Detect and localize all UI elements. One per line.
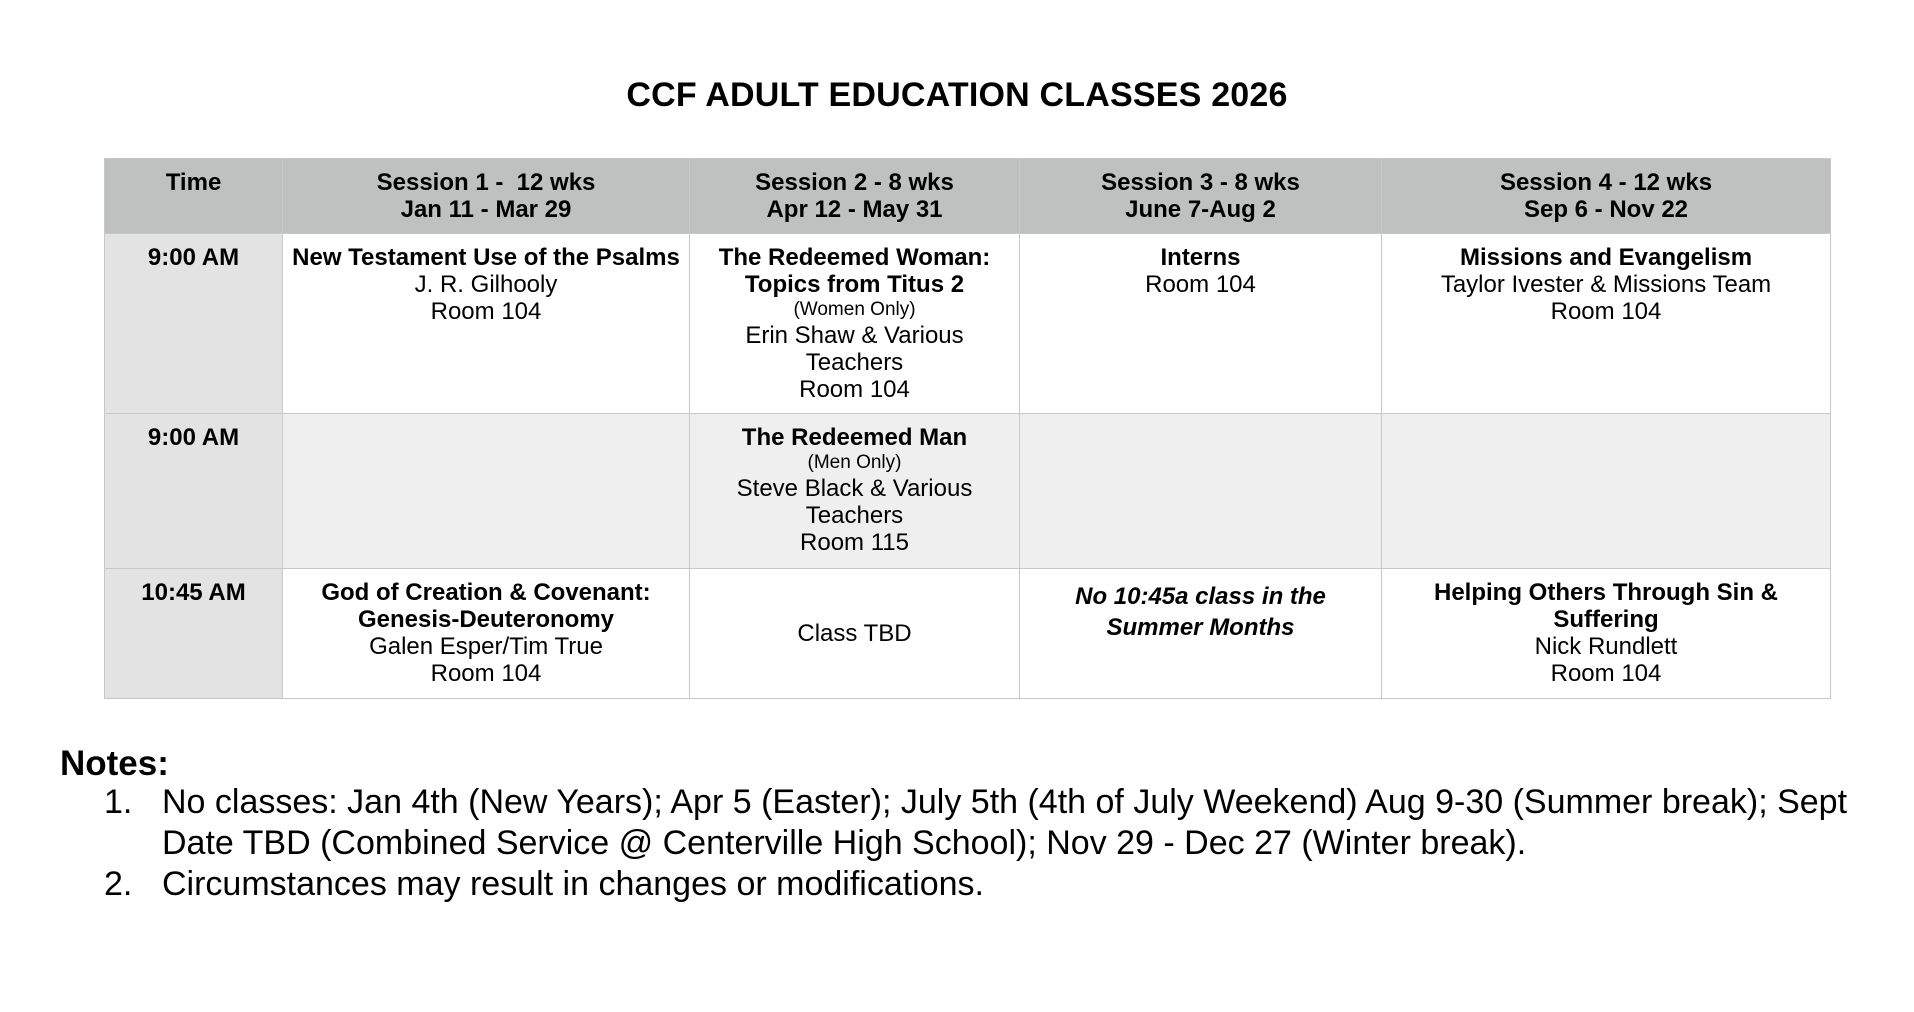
session-name: Session 1 - 12 wks: [376, 169, 596, 196]
class-title: The Redeemed Man: [741, 424, 968, 451]
list-number: 2.: [104, 865, 133, 903]
class-cell: [283, 569, 690, 699]
class-title: God of Creation & Covenant: Genesis-Deuteronomy: [321, 579, 651, 633]
table-header-row: [105, 159, 1831, 234]
class-room: Room 104: [799, 376, 910, 403]
class-cell: [690, 569, 1020, 699]
list-item: [100, 782, 1900, 864]
class-cell: [1382, 569, 1831, 699]
class-title: Helping Others Through Sin & Suffering: [1434, 579, 1778, 633]
session-dates: June 7-Aug 2: [1125, 196, 1276, 223]
list-item: [100, 864, 1900, 905]
class-cell-empty: [1020, 414, 1382, 569]
class-cell: [1020, 234, 1382, 414]
list-number: 1.: [104, 783, 133, 821]
class-note: (Women Only): [793, 299, 916, 320]
header-session-2: [690, 159, 1020, 234]
header-time: Time: [105, 159, 283, 234]
time-cell: 10:45 AM: [105, 569, 283, 699]
list-text: No classes: Jan 4th (New Years); Apr 5 (Easter); July 5th (4th of July Weekend) Aug 9-30 (Summer break); Sept Date TBD (Combined Service @ Centerville High School); Nov 29 - Dec 27 (Winter break).: [162, 783, 1848, 862]
list-text: Circumstances may result in changes or modifications.: [162, 865, 984, 903]
class-cell: [690, 414, 1020, 569]
class-note: No 10:45a class in the Summer Months: [1075, 583, 1326, 641]
class-room: Room 104: [430, 660, 542, 687]
class-title: Interns: [1160, 244, 1241, 271]
class-teacher: Nick Rundlett: [1534, 633, 1678, 660]
class-cell: [283, 234, 690, 414]
session-name: Session 3 - 8 wks: [1101, 169, 1300, 196]
class-note: (Men Only): [807, 452, 902, 473]
class-teacher: J. R. Gilhooly: [414, 271, 558, 298]
class-cell: [1020, 569, 1382, 699]
table-row: [105, 569, 1831, 699]
class-title: New Testament Use of the Psalms: [292, 244, 680, 271]
class-teacher: Steve Black & Various Teachers: [736, 475, 973, 529]
table-row: [105, 234, 1831, 414]
table-row: [105, 414, 1831, 569]
session-dates: Jan 11 - Mar 29: [400, 196, 572, 223]
header-session-4: [1382, 159, 1831, 234]
class-teacher: Galen Esper/Tim True: [369, 633, 603, 660]
class-room: Room 115: [800, 529, 909, 556]
class-cell: [690, 234, 1020, 414]
class-room: Room 104: [1550, 660, 1662, 687]
session-dates: Apr 12 - May 31: [766, 196, 943, 223]
session-name: Session 2 - 8 wks: [755, 169, 954, 196]
class-title: Missions and Evangelism: [1459, 244, 1753, 271]
time-cell: 9:00 AM: [105, 414, 283, 569]
class-room: Room 104: [1145, 271, 1256, 298]
class-cell: [1382, 234, 1831, 414]
class-tbd: Class TBD: [797, 620, 912, 647]
class-cell-empty: [283, 414, 690, 569]
header-session-3: [1020, 159, 1382, 234]
notes-heading: Notes:: [60, 744, 169, 783]
class-cell-empty: [1382, 414, 1831, 569]
class-title: The Redeemed Woman: Topics from Titus 2: [718, 244, 991, 298]
header-session-1: [283, 159, 690, 234]
session-name: Session 4 - 12 wks: [1499, 169, 1713, 196]
class-room: Room 104: [1550, 298, 1662, 325]
page-title: CCF ADULT EDUCATION CLASSES 2026: [626, 76, 1288, 114]
class-teacher: Erin Shaw & Various Teachers: [745, 322, 964, 376]
schedule-table: [104, 158, 1831, 699]
class-room: Room 104: [430, 298, 542, 325]
notes-list: [100, 782, 1900, 905]
class-teacher: Taylor Ivester & Missions Team: [1440, 271, 1772, 298]
time-cell: 9:00 AM: [105, 234, 283, 414]
session-dates: Sep 6 - Nov 22: [1523, 196, 1689, 223]
